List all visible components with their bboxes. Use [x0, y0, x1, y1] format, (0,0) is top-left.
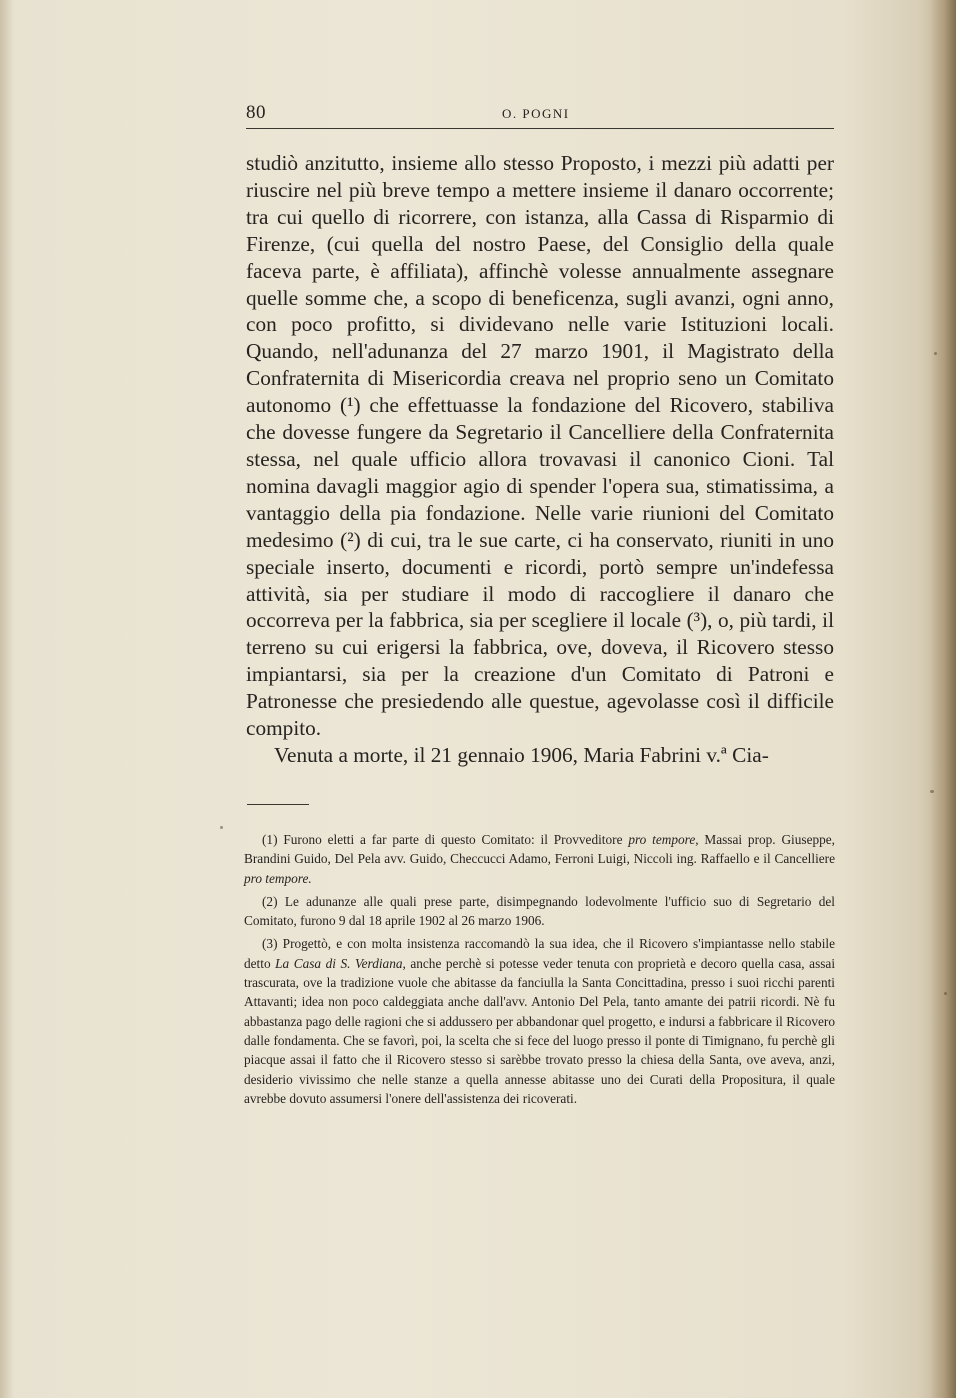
foxing-spot: [220, 826, 223, 829]
footnote-text: Le adunanze alle quali prese parte, disimpegnando lodevolmente l'ufficio suo di Segretario del Comitato, furono 9 dal 18 aprile 1902 al 26 marzo 1906.: [244, 893, 836, 929]
main-text: [246, 150, 834, 769]
footnote-text: anche perchè si potesse veder tenuta con proprietà e decoro quella casa, assai trascurata, ove la tradizione vuole che abitasse da fanciulla la Santa Concittadina, presso i suoi ricchi parenti Attavanti; idea non poco caldeggiata anche dall'avv. Antonio Del Pela, tanto amante dei patrii ricordi. Nè fu abbastanza pago delle ragioni che si addussero per abbandonar quel progetto, e indursi a fabbricare il Ricovero dalle fondamenta. Che se favorì, poi, la scelta che si fece del luogo presso il ponte di Timignano, fu perchè gli piacque assai il fatto che il Ricovero stesso si sarèbbe trovato presso la chiesa della Santa, ove aveva, anzi, desiderio vivissimo che nelle stanze a quella annesse abitasse uno dei Curati della Propositura, il quale avrebbe dovuto assumersi l'onere dell'assistenza dei ricoverati.: [244, 955, 836, 1106]
footnote-marker: (1): [262, 832, 278, 847]
footnote-italic: La Casa di S. Verdiana,: [275, 955, 406, 971]
body-paragraph-1: studiò anzitutto, insieme allo stesso Proposto, i mezzi più adatti per riuscire nel più breve tempo a mettere insieme il danaro occorrente; tra cui quello di ricorrere, con istanza, alla Cassa di Risparmio di Firenze, (cui quella del nostro Paese, del Consiglio della quale faceva parte, è affiliata), affinchè volesse annualmente assegnare quelle somme che, a scopo di beneficenza, sugli avanzi, ogni anno, con poco profitto, si dividevano nelle varie Istituzioni locali. Quando, nell'adunanza del 27 marzo 1901, il Magistrato della Confraternita di Misericordia creava nel proprio seno un Comitato autonomo (¹) che effettuasse la fondazione del Ricovero, stabiliva che dovesse fungere da Segretario il Cancelliere della Confraternita stessa, nel quale ufficio allora trovavasi il canonico Cioni. Tal nomina davagli maggior agio di spender l'opera sua, stimatissima, a vantaggio della pia fondazione. Nelle varie riunioni del Comitato medesimo (²) di cui, tra le sue carte, ci ha conservato, riuniti in uno speciale inserto, documenti e ricordi, portò sempre un'indefessa attività, sia per studiare il modo di raccogliere il danaro che occorreva per la fabbrica, sia per scegliere il locale (³), o, più tardi, il terreno su cui erigersi la fabbrica, ove, doveva, il Ricovero stesso impiantarsi, sia per la creazione d'un Comitato di Patroni e Patronesse che presiedendo alle questue, agevolasse così il difficile compito.: [246, 151, 834, 741]
footnote-3: [244, 934, 835, 1108]
footnote-marker: (2): [262, 893, 278, 909]
footnote-rule: [247, 804, 309, 805]
footnote-text: Progettò, e con molta insistenza raccomandò la sua idea, che il Ricovero s'impiantasse nello stabile detto: [244, 936, 835, 971]
body-paragraph-2: Venuta a morte, il 21 gennaio 1906, Maria Fabrini v.ª Cia-: [274, 742, 769, 767]
footnote-italic: pro tempore,: [628, 832, 699, 847]
footnotes: [244, 830, 835, 1112]
footnote-italic: pro tempore.: [244, 870, 312, 886]
foxing-spot: [930, 790, 934, 793]
footnote-2: [244, 892, 835, 931]
page-number: 80: [246, 102, 266, 123]
footnote-marker: (3): [262, 936, 278, 952]
footnote-text: Furono eletti a far parte di questo Comitato: il Provveditore: [283, 832, 623, 847]
page-gutter-shadow: [0, 0, 14, 1398]
foxing-spot: [934, 352, 937, 355]
footnote-1: [244, 830, 835, 888]
header-rule: [246, 128, 834, 129]
running-header: [246, 100, 834, 130]
running-title: O. POGNI: [502, 106, 570, 121]
page-edge-shadow: [930, 0, 956, 1398]
foxing-spot: [944, 992, 947, 995]
footnote-text: Massai prop. Giuseppe, Brandini Guido, Del Pela avv. Guido, Checcucci Adamo, Ferroni Luigi, Niccoli ing. Raffaello e il Cancelliere: [244, 832, 835, 867]
